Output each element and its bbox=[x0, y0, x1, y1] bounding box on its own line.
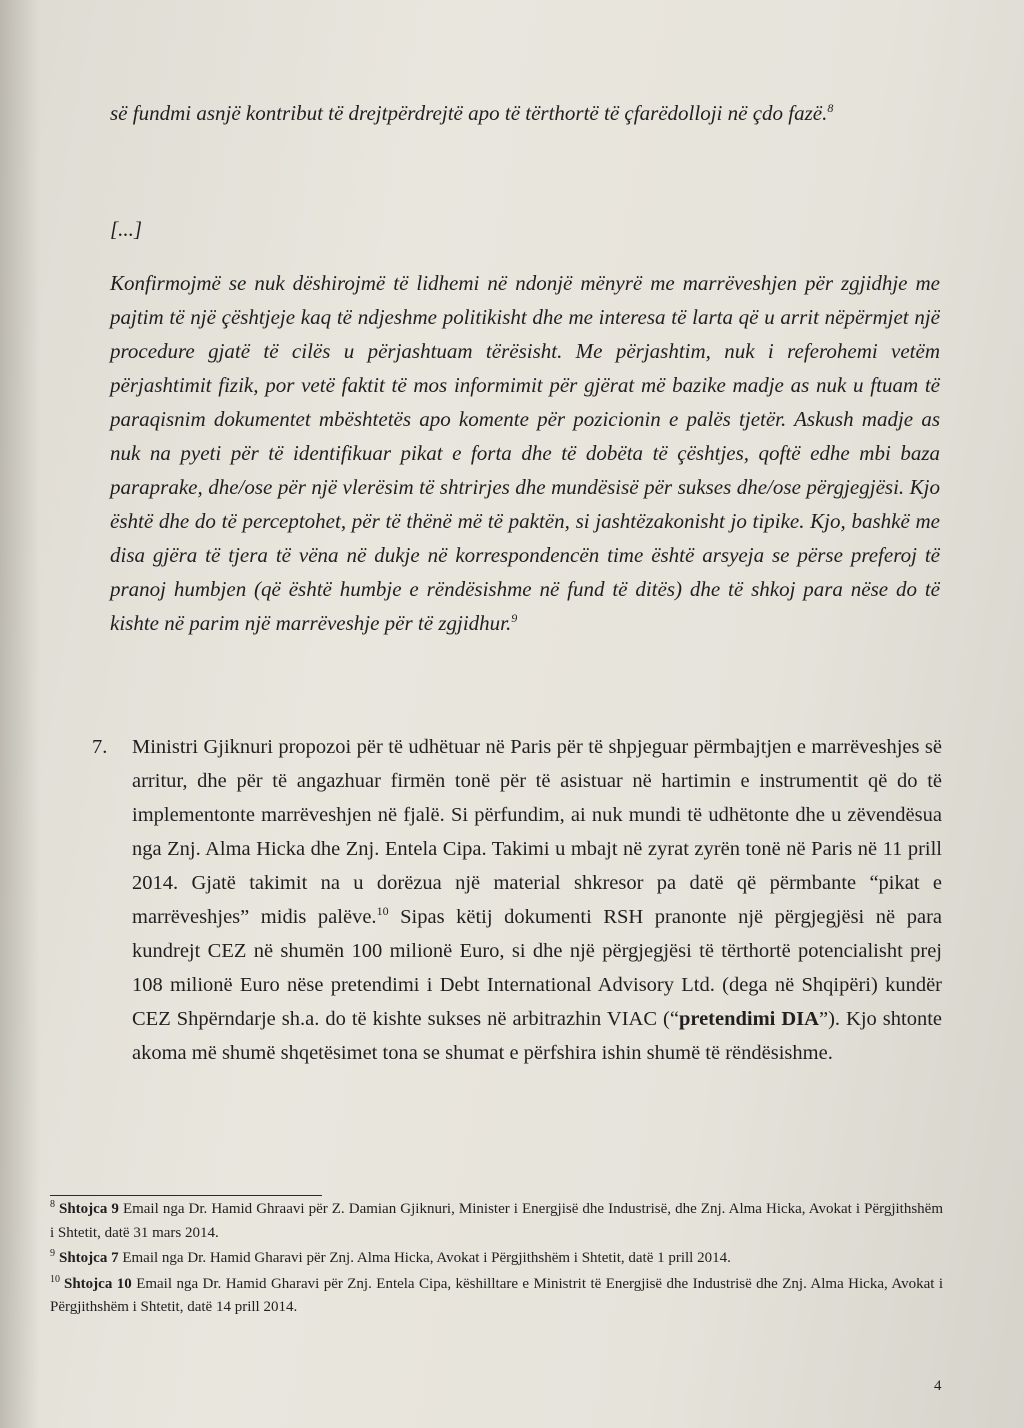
paragraph-text-part3: ”). Kjo shtonte akoma më shumë shqetësimet tona se shumat e përfshira ishin shumë të rëndësishme. bbox=[132, 1008, 942, 1064]
quote-opening bbox=[110, 96, 940, 130]
paragraph-text-part2: Sipas këtij dokumenti RSH pranonte një përgjegjësi në para kundrejt CEZ në shumën 100 milionë Euro, si dhe një përgjegjësi të tërthortë potencialisht prej 108 milionë Euro nëse pretendimi i Debt International Advisory Ltd. (dega në Shqipëri) kundër CEZ Shpërndarje sh.a. do të kishte sukses në arbitrazhin VIAC (“ bbox=[132, 906, 942, 1030]
paragraph-7 bbox=[92, 730, 942, 1070]
footnote-9 bbox=[50, 1247, 943, 1271]
footnote-label: Shtojca 10 bbox=[64, 1275, 132, 1292]
quote-main-text: Konfirmojmë se nuk dëshirojmë të lidhemi në ndonjë mënyrë me marrëveshjen për zgjidhje me pajtim të një çështjeje kaq të ndjeshme politikisht dhe me interesa të larta që u arrit nëpërmjet një procedure gjatë të cilës u përjashtuam tërësisht. Me përjashtim, nuk i referohemi vetëm përjashtimit fizik, por vetë faktit të mos informimit për gjërat më bazike madje as nuk u ftuam të paraqisnim dokumentet mbështetës apo komente për pozicionin e palës tjetër. Askush madje as nuk na pyeti për të identifikuar pikat e forta dhe të dobëta të çështjes, qoftë edhe mbi baza paraprake, dhe/ose për një vlerësim të shtrirjes dhe mundësisë për sukses dhe/ose përgjegjësi. Kjo është dhe do të perceptohet, për të thënë më të paktën, si jashtëzakonisht jo tipike. Kjo, bashkë me disa gjëra të tjera të vëna në dukje në korrespondencën time është arsyeja se përse preferoj të pranoj humbjen (që është humbje e rëndësishme në fund të ditës) dhe të shkoj para nëse do të kishte në parim një marrëveshje për të zgjidhur. bbox=[110, 271, 940, 635]
footnotes bbox=[50, 1198, 943, 1322]
footnote-ref-9[interactable]: 9 bbox=[511, 611, 518, 625]
paragraph-number: 7. bbox=[92, 736, 108, 758]
footnote-text: Email nga Dr. Hamid Ghraavi për Z. Damian Gjiknuri, Minister i Energjisë dhe Industrisë, dhe Znj. Alma Hicka, Avokat i Përgjithshëm i Shtetit, datë 31 mars 2014. bbox=[50, 1201, 943, 1241]
footnote-8 bbox=[50, 1198, 943, 1245]
paragraph-text bbox=[132, 730, 942, 1070]
footnote-mark: 9 bbox=[50, 1248, 55, 1259]
footnote-text: Email nga Dr. Hamid Gharavi për Znj. Entela Cipa, këshilltare e Ministrit të Energjisë dhe Industrisë dhe Znj. Alma Hicka, Avokat i Përgjithshëm i Shtetit, datë 14 prill 2014. bbox=[50, 1275, 943, 1315]
footnote-mark: 10 bbox=[50, 1273, 60, 1285]
paragraph-text-part1: Ministri Gjiknuri propozoi për të udhëtuar në Paris për të shpjeguar përmbajtjen e marrëveshjes së arritur, dhe për të angazhuar firmën tonë për të asistuar në hartimin e instrumentit që do të implementonte marrëveshjen në fjalë. Si përfundim, ai nuk mundi të udhëtonte dhe u zëvendësua nga Znj. Alma Hicka dhe Znj. Entela Cipa. Takimi u mbajt në zyrat zyrën tonë në Paris në 11 prill 2014. Gjatë takimit na u dorëzua një material shkresor pa datë që përmbante “pikat e marrëveshjes” midis palëve. bbox=[132, 736, 942, 928]
page-number: 4 bbox=[934, 1378, 942, 1394]
footnote-ref-8[interactable]: 8 bbox=[827, 101, 834, 115]
footnote-text: Email nga Dr. Hamid Gharavi për Znj. Alma Hicka, Avokat i Përgjithshëm i Shtetit, datë 1 prill 2014. bbox=[118, 1250, 731, 1266]
quote-opening-text: së fundmi asnjë kontribut të drejtpërdrejtë apo të tërthortë të çfarëdolloji në çdo fazë. bbox=[110, 101, 828, 125]
footnote-label: Shtojca 9 bbox=[59, 1201, 119, 1217]
quote-main bbox=[110, 266, 940, 640]
footnote-ref-10[interactable]: 10 bbox=[376, 904, 389, 919]
quote-ellipsis: [...] bbox=[110, 217, 143, 241]
footnote-mark: 8 bbox=[50, 1199, 55, 1210]
defined-term: pretendimi DIA bbox=[678, 1008, 819, 1030]
footnote-divider bbox=[50, 1195, 322, 1196]
footnote-10 bbox=[50, 1273, 943, 1320]
footnote-label: Shtojca 7 bbox=[59, 1250, 119, 1266]
